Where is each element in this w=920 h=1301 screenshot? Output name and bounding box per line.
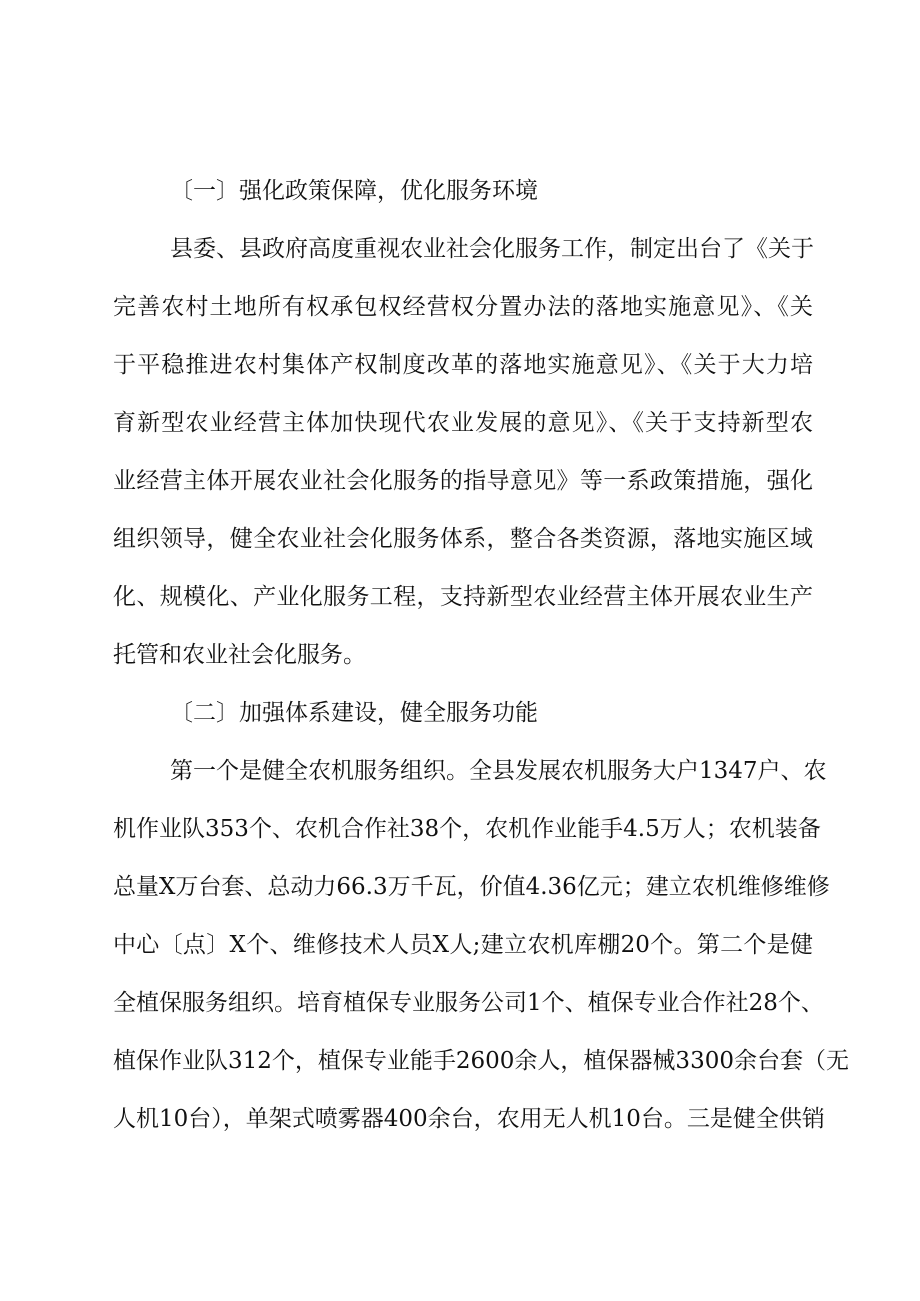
paragraph-line: 业经营主体开展农业社会化服务的指导意见》等一系政策措施，强化 [113, 468, 813, 494]
section-heading-2: 〔二〕加强体系建设，健全服务功能 [170, 700, 538, 726]
paragraph-line: 县委、县政府高度重视农业社会化服务工作，制定出台了《关于 [170, 236, 814, 262]
paragraph-line: 植保作业队312个，植保专业能手2600余人，植保器械3300余台套（无 [113, 1048, 849, 1074]
paragraph-line: 托管和农业社会化服务。 [113, 642, 366, 668]
section-heading-1: 〔一〕强化政策保障，优化服务环境 [170, 178, 538, 204]
paragraph-line: 组织领导，健全农业社会化服务体系，整合各类资源，落地实施区域 [113, 526, 813, 552]
paragraph-line: 完善农村土地所有权承包权经营权分置办法的落地实施意见》、《关 [113, 294, 813, 320]
paragraph-line: 化、规模化、产业化服务工程，支持新型农业经营主体开展农业生产 [113, 584, 813, 610]
paragraph-line: 育新型农业经营主体加快现代农业发展的意见》、《关于支持新型农 [113, 410, 813, 436]
paragraph-line: 第一个是健全农机服务组织。全县发展农机服务大户1347户、农 [170, 758, 827, 784]
paragraph-line: 总量X万台套、总动力66.3万千瓦，价值4.36亿元；建立农机维修维修 [113, 874, 830, 900]
paragraph-line: 机作业队353个、农机合作社38个，农机作业能手4.5万人；农机装备 [113, 816, 821, 842]
paragraph-line: 中心〔点〕X个、维修技术人员X人;建立农机库棚20个。第二个是健 [113, 932, 813, 958]
paragraph-line: 全植保服务组织。培育植保专业服务公司1个、植保专业合作社28个、 [113, 990, 824, 1016]
paragraph-line: 人机10台），单架式喷雾器400余台，农用无人机10台。三是健全供销 [113, 1106, 825, 1132]
paragraph-line: 于平稳推进农村集体产权制度改革的落地实施意见》、《关于大力培 [113, 352, 813, 378]
